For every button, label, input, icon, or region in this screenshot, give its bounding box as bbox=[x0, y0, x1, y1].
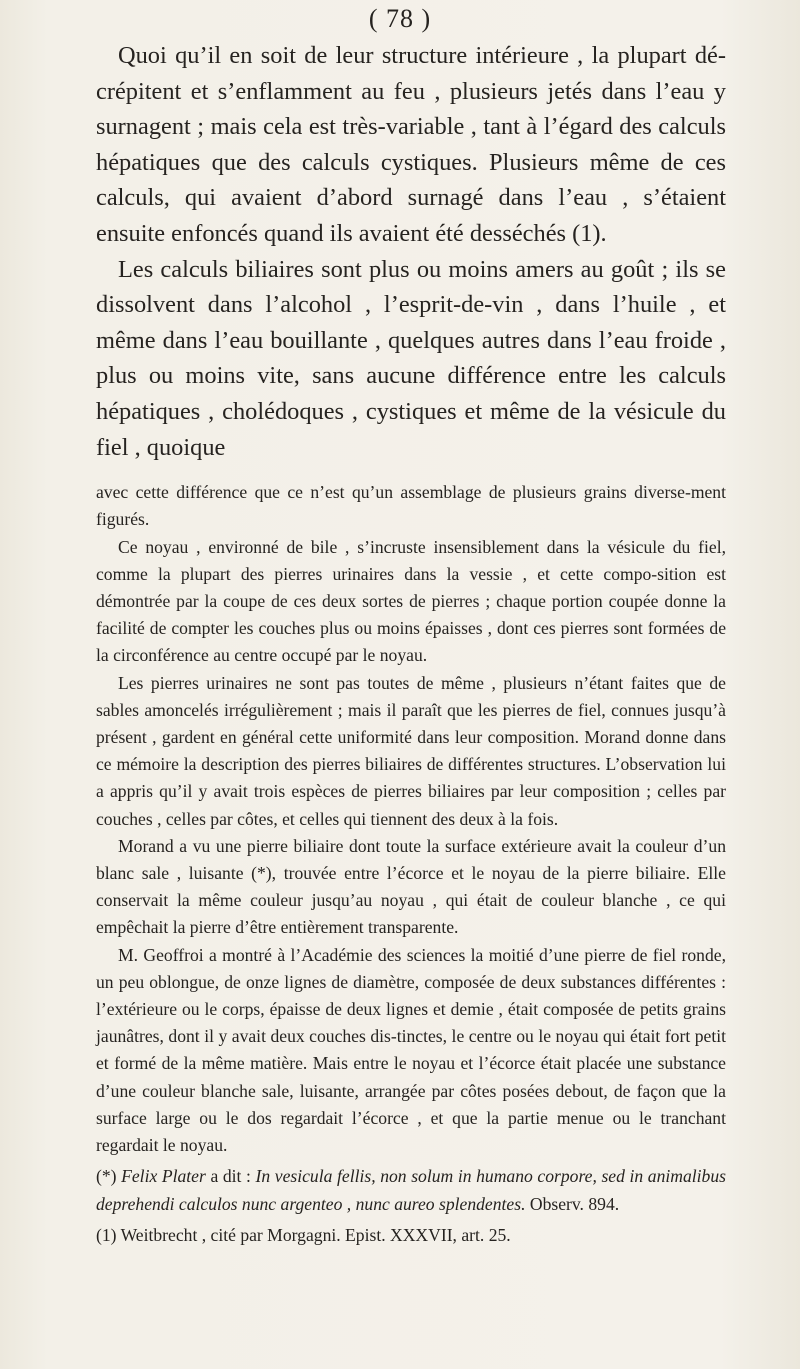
footnote-one: (1) Weitbrecht , cité par Morgagni. Epist. XXXVII, art. 25. bbox=[96, 1225, 511, 1246]
footnote-star-latin: In vesicula fellis, non solum in humano corpore, sed in animalibus deprehendi calculos nunc argenteo , nunc aureo splendentes. bbox=[96, 1166, 726, 1214]
footnote-star-marker: (*) bbox=[96, 1166, 117, 1187]
page-number: ( 78 ) bbox=[368, 4, 432, 33]
footnotes bbox=[96, 1163, 726, 1249]
paragraph-continuation: avec cette différence que ce n’est qu’un assemblage de plusieurs grains diverse-ment figurés. bbox=[96, 482, 726, 530]
footnote-star-says: a dit : bbox=[205, 1166, 256, 1187]
footnote-star-author: Felix Plater bbox=[121, 1166, 206, 1187]
paragraph-nucleus: Ce noyau , environné de bile , s’incruste insensiblement dans la vésicule du fiel, comme la plupart des pierres urinaires dans la vessie , et cette compo-sition est démontrée par la coupe de ces deux sortes de pierres ; chaque portion coupée donne la facilité de compter les couches plus ou moins épaisses , dont ces pierres sont formées de la circonférence au centre occupé par le noyau. bbox=[96, 536, 726, 666]
page-body bbox=[96, 38, 726, 1249]
paragraph-solubility: Les calculs biliaires sont plus ou moins amers au goût ; ils se dissolvent dans l’alcohol , l’esprit-de-vin , dans l’huile , et même dans l’eau bouillante , quelques autres dans l’eau froide , plus ou moins vite, sans aucune différence entre les calculs hépatiques , cholédoques , cystiques et même de la vésicule du fiel , quoique bbox=[96, 255, 726, 461]
paragraph-structure: Quoi qu’il en soit de leur structure intérieure , la plupart dé-crépitent et s’enflamment au feu , plusieurs jetés dans l’eau y surnagent ; mais cela est très-variable , tant à l’égard des calculs hépatiques que des calculs cystiques. Plusieurs même de ces calculs, qui avaient d’abord surnagé dans l’eau , s’étaient ensuite enfoncés quand ils avaient été desséchés (1). bbox=[96, 42, 726, 247]
paragraph-geoffroi: M. Geoffroi a montré à l’Académie des sciences la moitié d’une pierre de fiel ronde, un peu oblongue, de onze lignes de diamètre, composée de deux substances différentes : l’extérieure ou le corps, épaisse de deux lignes et demie , était composée de petits grains jaunâtres, dont il y avait deux couches dis-tinctes, le centre ou le noyau qui était fort petit et formé de la même matière. Mais entre le noyau et l’écorce était placée une substance d’une couleur blanche sale, luisante, arrangée par côtes posées debout, de façon que la surface large ou le dos regardait l’écorce , et que la partie menue ou le tranchant regardait le noyau. bbox=[96, 944, 726, 1155]
small-print-text bbox=[96, 479, 726, 1159]
footnote-star bbox=[96, 1163, 726, 1218]
main-text bbox=[96, 38, 726, 465]
paragraph-urinary-stones: Les pierres urinaires ne sont pas toutes de même , plusieurs n’étant faites que de sables amoncelés irrégulièrement ; mais il paraît que les pierres de fiel, connues jusqu’à présent , gardent en général cette uniformité dans leur composition. Morand donne dans ce mémoire la description des pierres biliaires de différentes structures. L’observation lui a appris qu’il y avait trois espèces de pierres biliaires par leur composition ; celles par couches , celles par côtes, et celles qui tiennent des deux à la fois. bbox=[96, 672, 726, 829]
paragraph-morand: Morand a vu une pierre biliaire dont toute la surface extérieure avait la couleur d’un blanc sale , luisante (*), trouvée entre l’écorce et le noyau de la pierre biliaire. Elle conservait la même couleur jusqu’au noyau , qui était de couleur blanche , ce qui empêchait la pierre d’être entièrement transparente. bbox=[96, 835, 726, 938]
footnote-star-ref: Observ. 894. bbox=[525, 1193, 620, 1214]
